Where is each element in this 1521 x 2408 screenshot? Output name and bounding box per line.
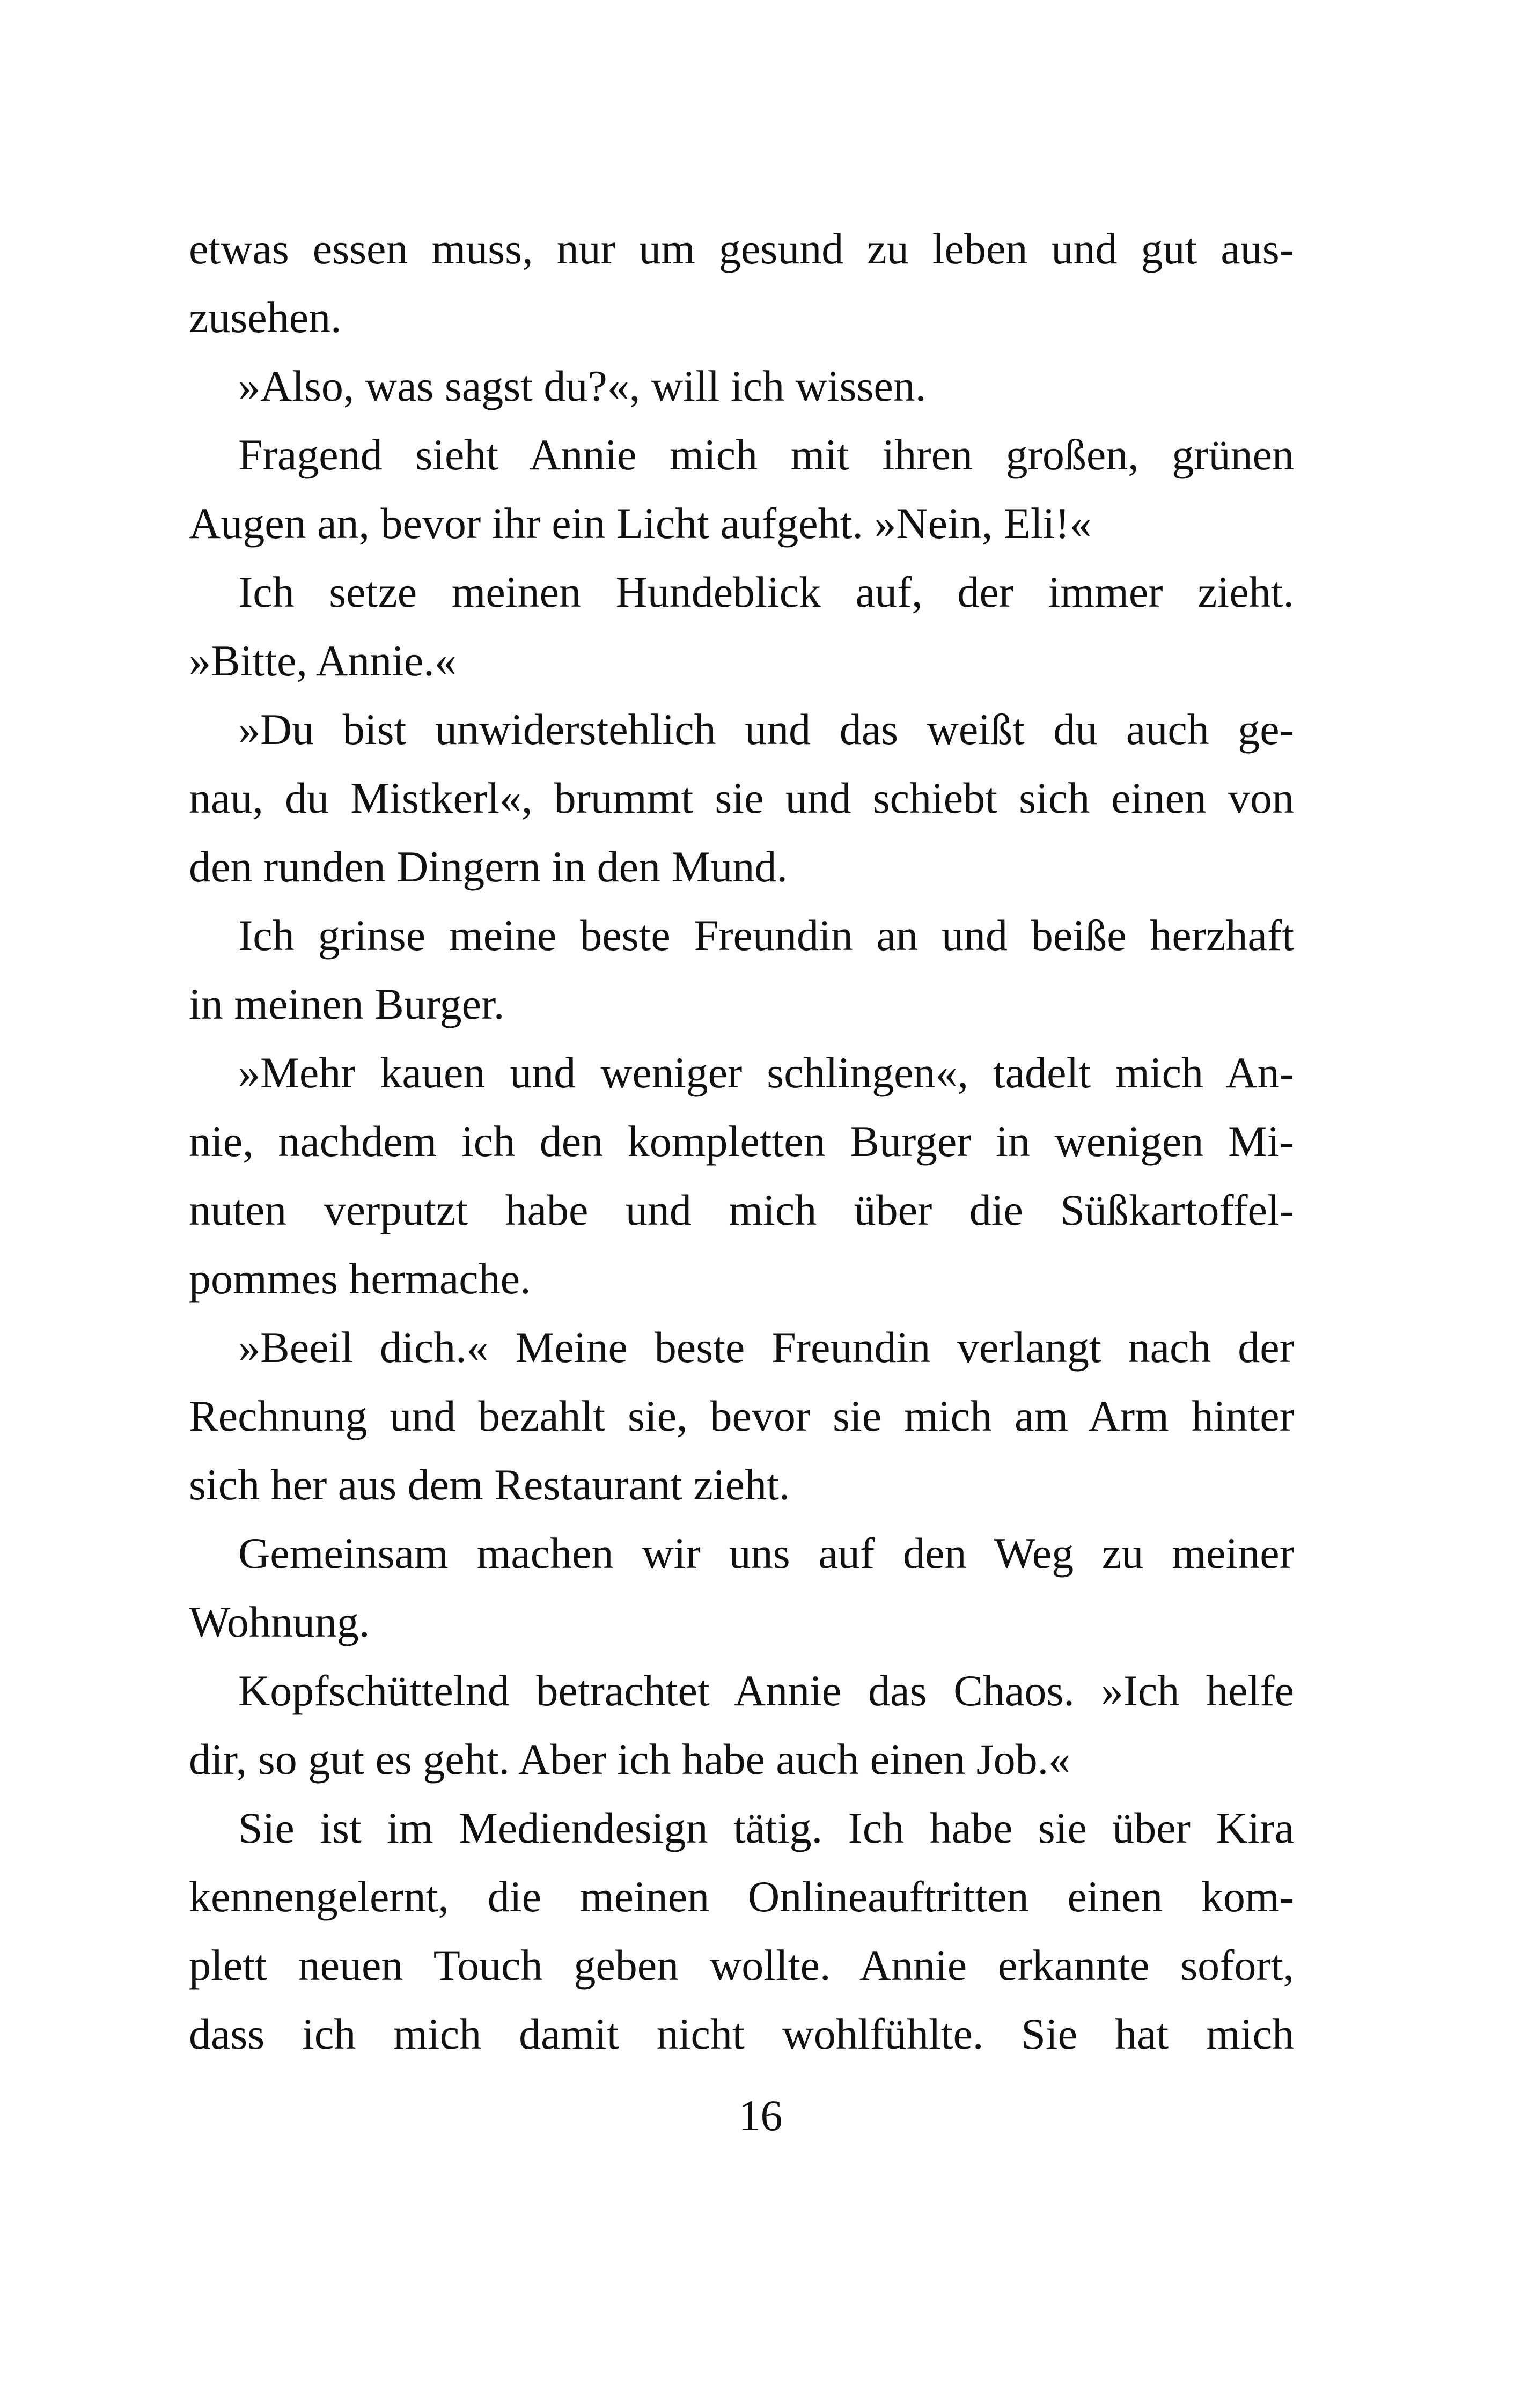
text-line: den runden Dingern in den Mund. <box>189 842 788 891</box>
text-line: Kopfschüttelnd betrachtet Annie das Chaos. »Ich helfe <box>238 1666 1294 1715</box>
text-line: sich her aus dem Restaurant zieht. <box>189 1460 790 1509</box>
text-line: Augen an, bevor ihr ein Licht aufgeht. »Nein, Eli!« <box>189 499 1092 548</box>
text-line: Ich setze meinen Hundeblick auf, der immer zieht. <box>238 568 1294 616</box>
text-line: nau, du Mistkerl«, brummt sie und schiebt sich einen von <box>189 774 1294 822</box>
text-line: etwas essen muss, nur um gesund zu leben und gut aus- <box>189 224 1294 273</box>
text-line: Fragend sieht Annie mich mit ihren großen, grünen <box>238 430 1294 479</box>
text-line: zusehen. <box>189 293 342 342</box>
text-line: pommes hermache. <box>189 1254 531 1303</box>
text-line: nuten verputzt habe und mich über die Süßkartoffel- <box>189 1185 1294 1234</box>
text-line: in meinen Burger. <box>189 980 505 1028</box>
text-line: plett neuen Touch geben wollte. Annie erkannte sofort, <box>189 1941 1294 1990</box>
body-text <box>189 215 1294 2068</box>
text-line: Rechnung und bezahlt sie, bevor sie mich am Arm hinter <box>189 1391 1294 1440</box>
text-line: dass ich mich damit nicht wohlfühlte. Sie hat mich <box>189 2009 1294 2058</box>
text-line: nie, nachdem ich den kompletten Burger in wenigen Mi- <box>189 1117 1294 1166</box>
text-line: Wohnung. <box>189 1597 370 1646</box>
text-line: »Also, was sagst du?«, will ich wissen. <box>238 362 927 410</box>
text-line: dir, so gut es geht. Aber ich habe auch einen Job.« <box>189 1735 1071 1784</box>
text-line: »Du bist unwiderstehlich und das weißt du auch ge- <box>238 705 1294 754</box>
text-line: »Beeil dich.« Meine beste Freundin verlangt nach der <box>238 1323 1294 1372</box>
page-number: 16 <box>738 2091 783 2140</box>
text-line: Ich grinse meine beste Freundin an und beiße herzhaft <box>238 911 1294 960</box>
text-line: »Mehr kauen und weniger schlingen«, tadelt mich An- <box>238 1048 1294 1097</box>
text-line: Gemeinsam machen wir uns auf den Weg zu meiner <box>238 1529 1294 1578</box>
text-line: Sie ist im Mediendesign tätig. Ich habe sie über Kira <box>238 1803 1294 1852</box>
text-line: kennengelernt, die meinen Onlineauftritten einen kom- <box>189 1872 1294 1921</box>
text-line: »Bitte, Annie.« <box>189 636 457 685</box>
